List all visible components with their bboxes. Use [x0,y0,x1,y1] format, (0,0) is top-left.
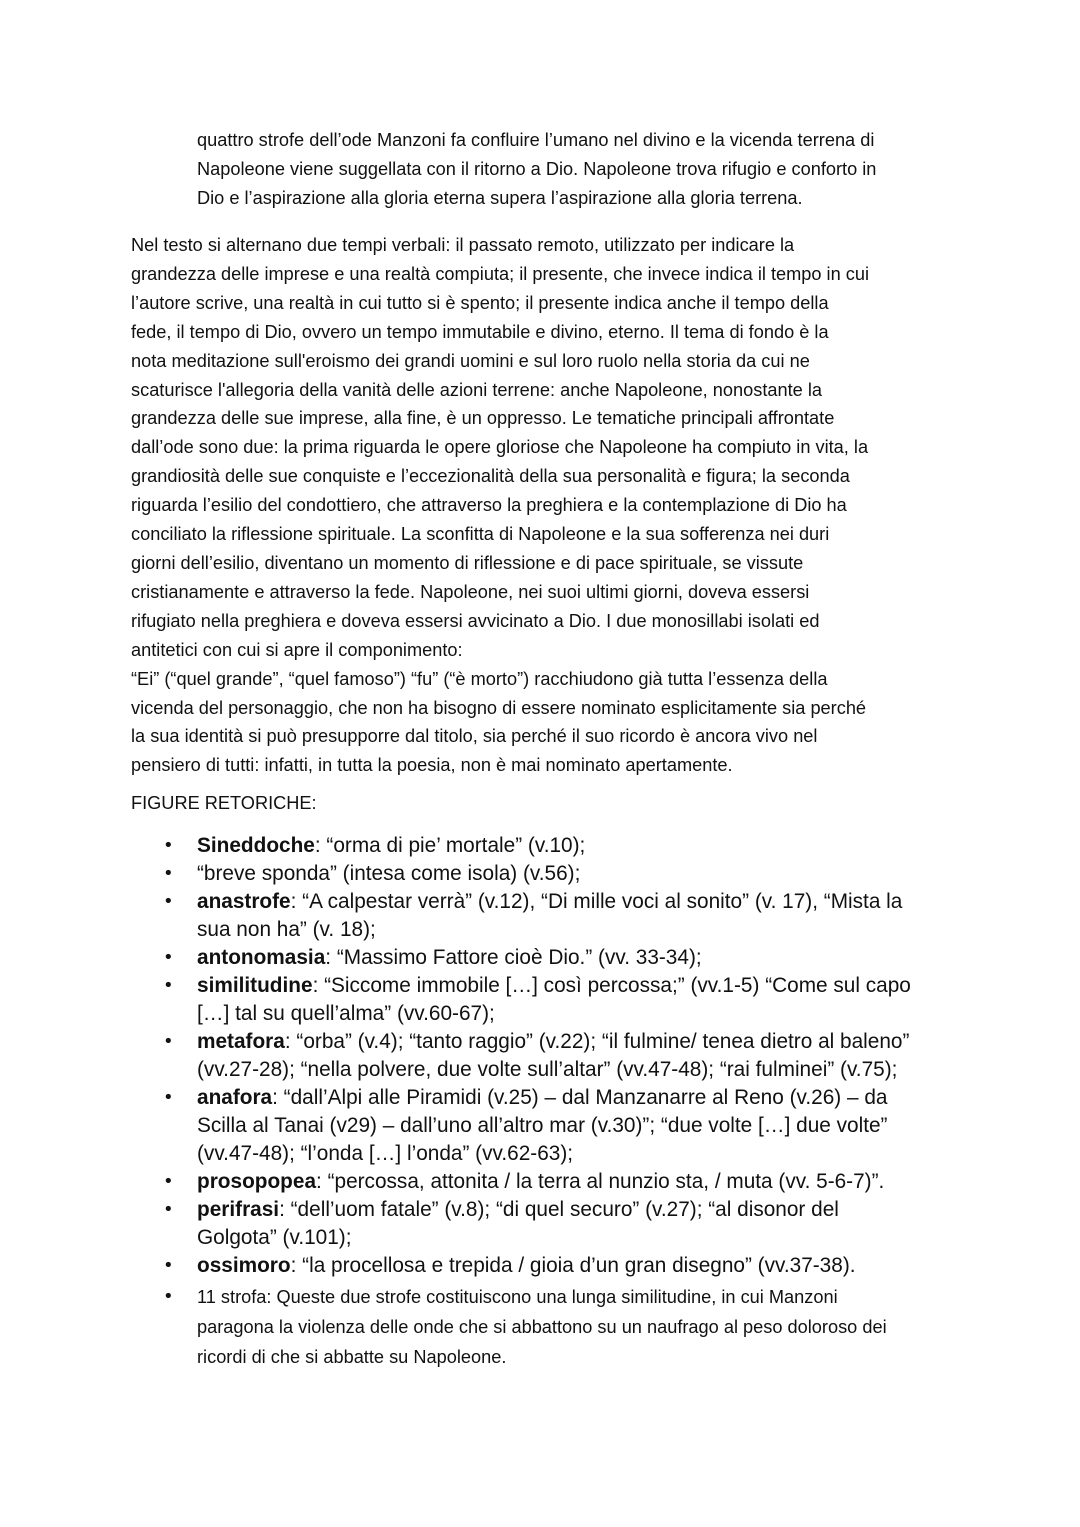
bullet-icon: • [163,975,174,996]
list-item-line [197,1252,1080,1280]
list-item-line [197,860,1080,888]
text-line: giorni dell’esilio, diventano un momento di riflessione e di pace spirituale, se vissute [131,552,804,573]
figure-text: : “la procellosa e trepida / gioia d’un gran disegno” (vv.37-38). [290,1254,856,1277]
text-line: nota meditazione sull'eroismo dei grandi uomini e sul loro ruolo nella storia da cui ne [131,350,810,371]
text-line: dall’ode sono due: la prima riguarda le opere gloriose che Napoleone ha compiuto in vita, la [131,437,869,458]
text-line: pensiero di tutti: infatti, in tutta la poesia, non è mai nominato apertamente. [131,755,733,776]
text-line: cristianamente e attraverso la fede. Napoleone, nei suoi ultimi giorni, doveva essersi [131,581,810,602]
bullet-icon: • [163,1199,174,1220]
list-item-line: Golgota” (v.101); [197,1226,352,1249]
list-item-perifrasi [0,1196,1080,1252]
figures-heading: FIGURE RETORICHE: [131,793,317,813]
figure-term: prosopopea [197,1170,317,1193]
bullet-icon: • [163,1031,174,1052]
text-line: grandezza delle imprese e una realtà compiuta; il presente, che invece indica il tempo in cui [131,263,870,284]
figure-term: ossimoro [197,1254,291,1277]
list-item-line: paragona la violenza delle onde che si abbattono su un naufrago al peso doloroso dei [197,1317,887,1337]
figure-term: Sineddoche [197,834,315,857]
text-line: quattro strofe dell’ode Manzoni fa confluire l’umano nel divino e la vicenda terrena di [197,130,875,150]
list-item-line: ricordi di che si abbatte su Napoleone. [197,1347,507,1367]
text-line: antitetici con cui si apre il componimento: [131,639,463,660]
list-item-breve-sponda [0,860,1080,888]
figure-text: : “orma di pie’ mortale” (v.10); [314,834,586,857]
text-line: “Ei” (“quel grande”, “quel famoso”) “fu” (“è morto”) racchiudono già tutta l’essenza della [131,668,828,689]
intro-paragraph [197,126,957,213]
figure-text: : “percossa, attonita / la terra al nunzio sta, / muta (vv. 5-6-7)”. [316,1170,885,1193]
figure-text: : “A calpestar verrà” (v.12), “Di mille voci al sonito” (v. 17), “Mista la [290,890,903,913]
figure-term: perifrasi [197,1198,280,1221]
list-item-line [197,972,1080,1000]
list-item-line: Scilla al Tanai (v29) – dall’uno all’altro mar (v.30)”; “due volte […] due volte” [197,1114,888,1137]
list-item-antonomasia [0,944,1080,972]
list-item-line: (vv.47-48); “l’onda […] l’onda” (vv.62-63); [197,1142,574,1165]
bullet-icon: • [163,947,174,968]
list-item-anafora [0,1084,1080,1168]
text-line: l’autore scrive, una realtà in cui tutto si è spento; il presente indica anche il tempo della [131,292,829,313]
body-paragraph [131,231,961,780]
figure-text: : “Siccome immobile […] così percossa;” (vv.1-5) “Come sul capo [312,974,911,997]
list-item-line [197,1028,1080,1056]
list-item-ossimoro [0,1252,1080,1280]
list-item-anastrofe [0,888,1080,944]
text-line: grandezza delle sue imprese, alla fine, è un oppresso. Le tematiche principali affrontate [131,408,835,429]
text-line: rifugiato nella preghiera e doveva essersi avvicinato a Dio. I due monosillabi isolati ed [131,610,820,631]
list-item-line: sua non ha” (v. 18); [197,918,376,941]
list-item-sineddoche [0,832,1080,860]
figure-term: metafora [197,1030,285,1053]
list-item-line [197,944,1080,972]
figure-text: : “orba” (v.4); “tanto raggio” (v.22); “il fulmine/ tenea dietro al baleno” [284,1030,910,1053]
list-item-prosopopea [0,1168,1080,1196]
figures-list [0,832,1080,1372]
list-item-line [197,888,1080,916]
text-line: vicenda del personaggio, che non ha bisogno di essere nominato esplicitamente sia perché [131,697,867,718]
text-line: Napoleone viene suggellata con il ritorno a Dio. Napoleone trova rifugio e conforto in [197,159,877,179]
figure-term: similitudine [197,974,313,997]
bullet-icon: • [163,1255,174,1276]
bullet-icon: • [163,1087,174,1108]
list-item-line: 11 strofa: Queste due strofe costituiscono una lunga similitudine, in cui Manzoni [197,1287,838,1307]
text-line: riguarda l’esilio del condottiero, che attraverso la preghiera e la contemplazione di Dio ha [131,495,847,516]
figure-text: : “Massimo Fattore cioè Dio.” (vv. 33-34); [325,946,702,969]
text-line: Nel testo si alternano due tempi verbali: il passato remoto, utilizzato per indicare la [131,235,795,255]
text-line: scaturisce l'allegoria della vanità delle azioni terrene: anche Napoleone, nonostante la [131,379,823,400]
list-item-similitudine [0,972,1080,1028]
bullet-icon: • [163,863,174,884]
figure-text: “breve sponda” (intesa come isola) (v.56); [197,862,581,885]
text-line: Dio e l’aspirazione alla gloria eterna supera l’aspirazione alla gloria terrena. [197,188,803,208]
list-item-line [197,1196,1080,1224]
list-item-line [197,1084,1080,1112]
figure-text: : “dall’Alpi alle Piramidi (v.25) – dal Manzanarre al Reno (v.26) – da [272,1086,888,1109]
bullet-icon: • [163,891,174,912]
figure-term: anafora [197,1086,273,1109]
figure-term: anastrofe [197,890,291,913]
text-line: la sua identità si può presupporre dal titolo, sia perché il suo ricordo è ancora vivo nel [131,726,818,747]
list-item-metafora [0,1028,1080,1084]
text-line: grandiosità delle sue conquiste e l’eccezionalità della sua personalità e figura; la seconda [131,466,850,487]
list-item-line [197,1168,1080,1196]
text-line: fede, il tempo di Dio, ovvero un tempo immutabile e divino, eterno. Il tema di fondo è la [131,321,829,342]
figure-term: antonomasia [197,946,326,969]
bullet-icon: • [163,1171,174,1192]
bullet-icon: • [163,1286,174,1307]
list-item-line: […] tal su quell’alma” (vv.60-67); [197,1002,495,1025]
list-item-strofa-11 [0,1282,1080,1372]
list-item-line [197,832,1080,860]
figure-text: : “dell’uom fatale” (v.8); “di quel securo” (v.27); “al disonor del [279,1198,839,1221]
text-line: conciliato la riflessione spirituale. La sconfitta di Napoleone e la sua sofferenza nei duri [131,524,830,545]
bullet-icon: • [163,835,174,856]
list-item-line: (vv.27-28); “nella polvere, due volte sull’altar” (vv.47-48); “rai fulminei” (v.75); [197,1058,898,1081]
